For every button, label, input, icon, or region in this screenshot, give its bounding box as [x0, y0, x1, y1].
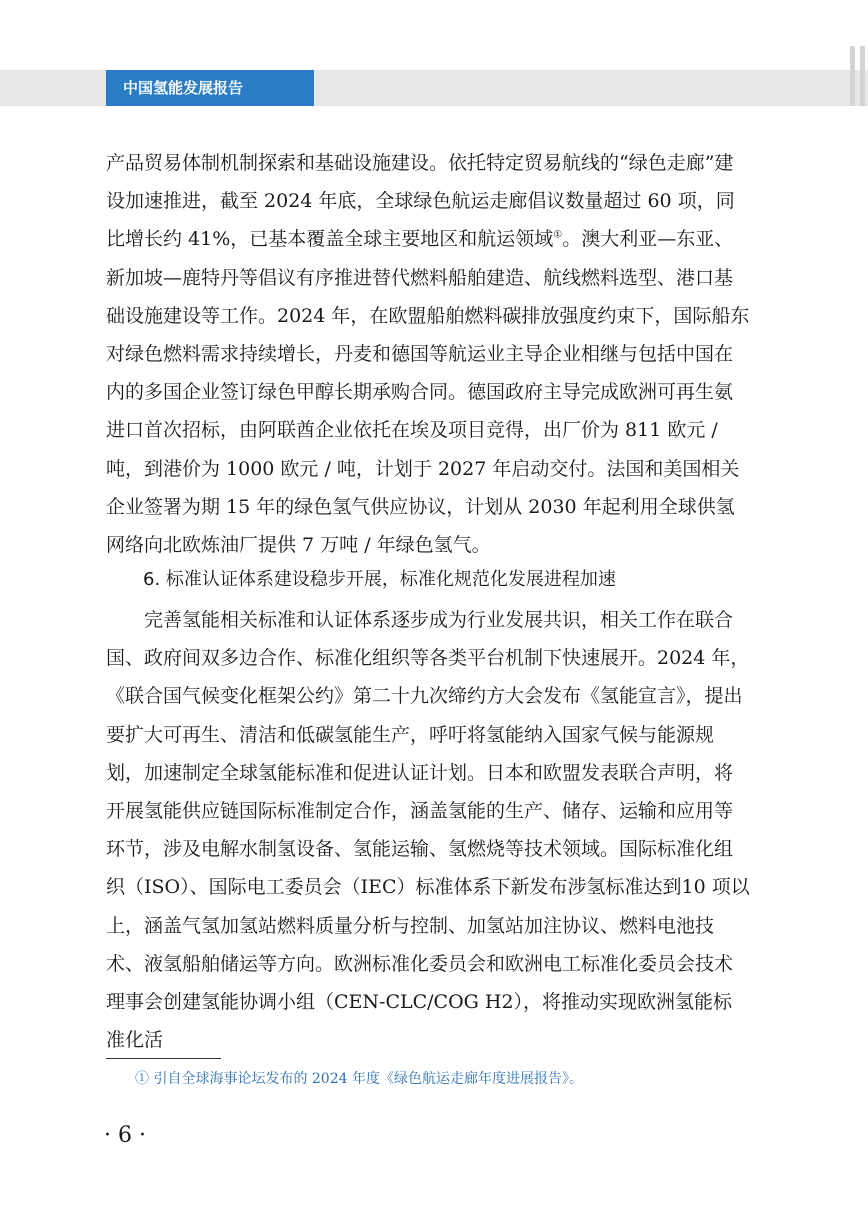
footnote-marker[interactable]: ① [553, 230, 563, 242]
edge-tab [860, 46, 865, 106]
paragraph-1-continuation: 。澳大利亚—东亚、新加坡—鹿特丹等倡议有序推进替代燃料船舶建造、航线燃料选型、港口基础设施建设等工作。2024 年，在欧盟船舶燃料碳排放强度约束下，国际船东对绿色燃料需求持续增长，丹麦和德国等航运业主导企业相继与包括中国在内的多国企业签订绿色甲醇长期承购合同。德国政府主导完成欧洲可再生氨进口首次招标，由阿联酋企业依托在埃及项目竞得，出厂价为 811 欧元 / 吨，到港价为 1000 欧元 / 吨，计划于 2027 年启动交付。法国和美国相关企业签署为期 15 年的绿色氢气供应协议，计划从 2030 年起利用全球供氢网络向北欧炼油厂提供 7 万吨 / 年绿色氢气。 [106, 228, 750, 557]
paragraph-1-text: 产品贸易体制机制探索和基础设施建设。依托特定贸易航线的“绿色走廊”建设加速推进，截至 2024 年底，全球绿色航运走廊倡议数量超过 60 项，同比增长约 41%，已基本覆盖全球主要地区和航运领域 [106, 152, 735, 251]
footnote: ① 引自全球海事论坛发布的 2024 年度《绿色航运走廊年度进展报告》。 [135, 1071, 583, 1087]
body-paragraph-2: 完善氢能相关标准和认证体系逐步成为行业发展共识，相关工作在联合国、政府间双多边合作、标准化组织等各类平台机制下快速展开。2024 年，《联合国气候变化框架公约》第二十九次缔约方大会发布《氢能宣言》，提出要扩大可再生、清洁和低碳氢能生产，呼吁将氢能纳入国家气候与能源规划，加速制定全球氢能标准和促进认证计划。日本和欧盟发表联合声明，将开展氢能供应链国际标准制定合作，涵盖氢能的生产、储存、运输和应用等环节，涉及电解水制氢设备、氢能运输、氢燃烧等技术领域。国际标准化组织（ISO）、国际电工委员会（IEC）标准体系下新发布涉氢标准达到10 项以上，涵盖气氢加氢站燃料质量分析与控制、加氢站加注协议、燃料电池技术、液氢船舶储运等方向。欧洲标准化委员会和欧洲电工标准化委员会技术理事会创建氢能协调小组（CEN-CLC/COG H2），将推动实现欧洲氢能标准化活 [106, 609, 750, 1052]
running-header-title: 中国氢能发展报告 [123, 79, 244, 97]
edge-tab [850, 46, 855, 106]
body-paragraph-1 [106, 144, 751, 564]
footnote-divider [106, 1058, 221, 1059]
page-number: · 6 · [104, 1123, 146, 1148]
section-heading: 6. 标准认证体系建设稳步开展，标准化规范化发展进程加速 [143, 569, 616, 590]
